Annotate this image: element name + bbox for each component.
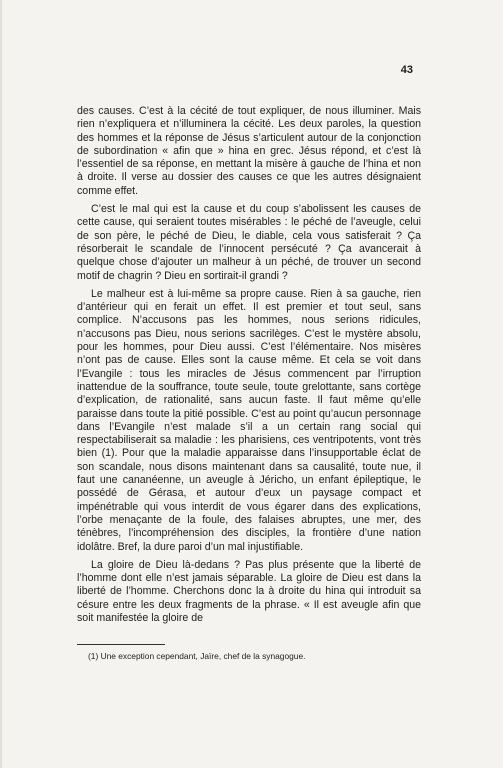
- paragraph-4: La gloire de Dieu là-dedans ? Pas plus présente que la liberté de l’homme dont elle n’est jamais séparable. La gloire de Dieu est dans la liberté de l’homme. Cherchons donc la à droite du hina qui introduit sa césure entre les deux fragments de la phrase. « Il est aveugle afin que soit manifestée la gloire de: [77, 558, 421, 624]
- body-text: [77, 105, 421, 630]
- paragraph-2: C’est le mal qui est la cause et du coup s’abolissent les causes de cette cause, qui seraient toutes misérables : le péché de l’aveugle, celui de son père, le péché de Dieu, le diable, cela vous satisferait ? Ça résorberait le scandale de l’innocent persécuté ? Ça avancerait à quelque chose d’ajouter un malheur à un péché, de trouver un second motif de chagrin ? Dieu en sortirait-il grandi ?: [77, 203, 421, 282]
- page-number: 43: [400, 64, 413, 76]
- paragraph-1: des causes. C’est à la cécité de tout expliquer, de nous illuminer. Mais rien n’expliquera et n’illuminera la cécité. Les deux paroles, la question des hommes et la réponse de Jésus s’articulent autour de la conjonction de subordination « afin que » hina en grec. Jésus répond, et c’est là l’essentiel de sa réponse, en mettant la misère à gauche de l’hina et non à droite. Il verse au dossier des causes ce que les autres désignaient comme effet.: [77, 105, 421, 197]
- footnote: (1) Une exception cependant, Jaïre, chef de la synagogue.: [88, 651, 306, 661]
- paragraph-3: Le malheur est à lui-même sa propre cause. Rien à sa gauche, rien d’antérieur qui en ferait un effet. Il est premier et tout seul, sans complice. N’accusons pas les hommes, nous serions ridicules, n’accusons pas Dieu, nous serions sacrilèges. C’est le mystère absolu, pour les hommes, pour Dieu aussi. C’est l’élémentaire. Nos misères n’ont pas de cause. Elles sont la cause même. Et cela se voit dans l’Evangile : tous les miracles de Jésus commencent par l’irruption inattendue de la souffrance, toute seule, toute grelottante, sans cortège d’explication, de rationalité, sans aucun faste. Il faut même qu’elle paraisse dans toute la pitié possible. C’est au point qu’aucun personnage dans l’Evangile n’est malade s’il a un certain rang social qui respectabiliserait sa maladie : les pharisiens, ces ventripotents, vont très bien (1). Pour que la maladie apparaisse dans l’insupportable éclat de son scandale, nous disons maintenant dans sa causalité, toute nue, il faut une cananéenne, un aveugle à Jéricho, un enfant épileptique, le possédé de Gérasa, et autour d’eux un paysage compact et impénétrable qui vous interdit de vous égarer dans des explications, l’orbe menaçante de la foule, des falaises abruptes, une mer, des ténèbres, l’incompréhension des disciples, la frontière d’une nation idolâtre. Bref, la dure paroi d’un mal injustifiable.: [77, 287, 421, 553]
- footnote-divider: [77, 644, 165, 645]
